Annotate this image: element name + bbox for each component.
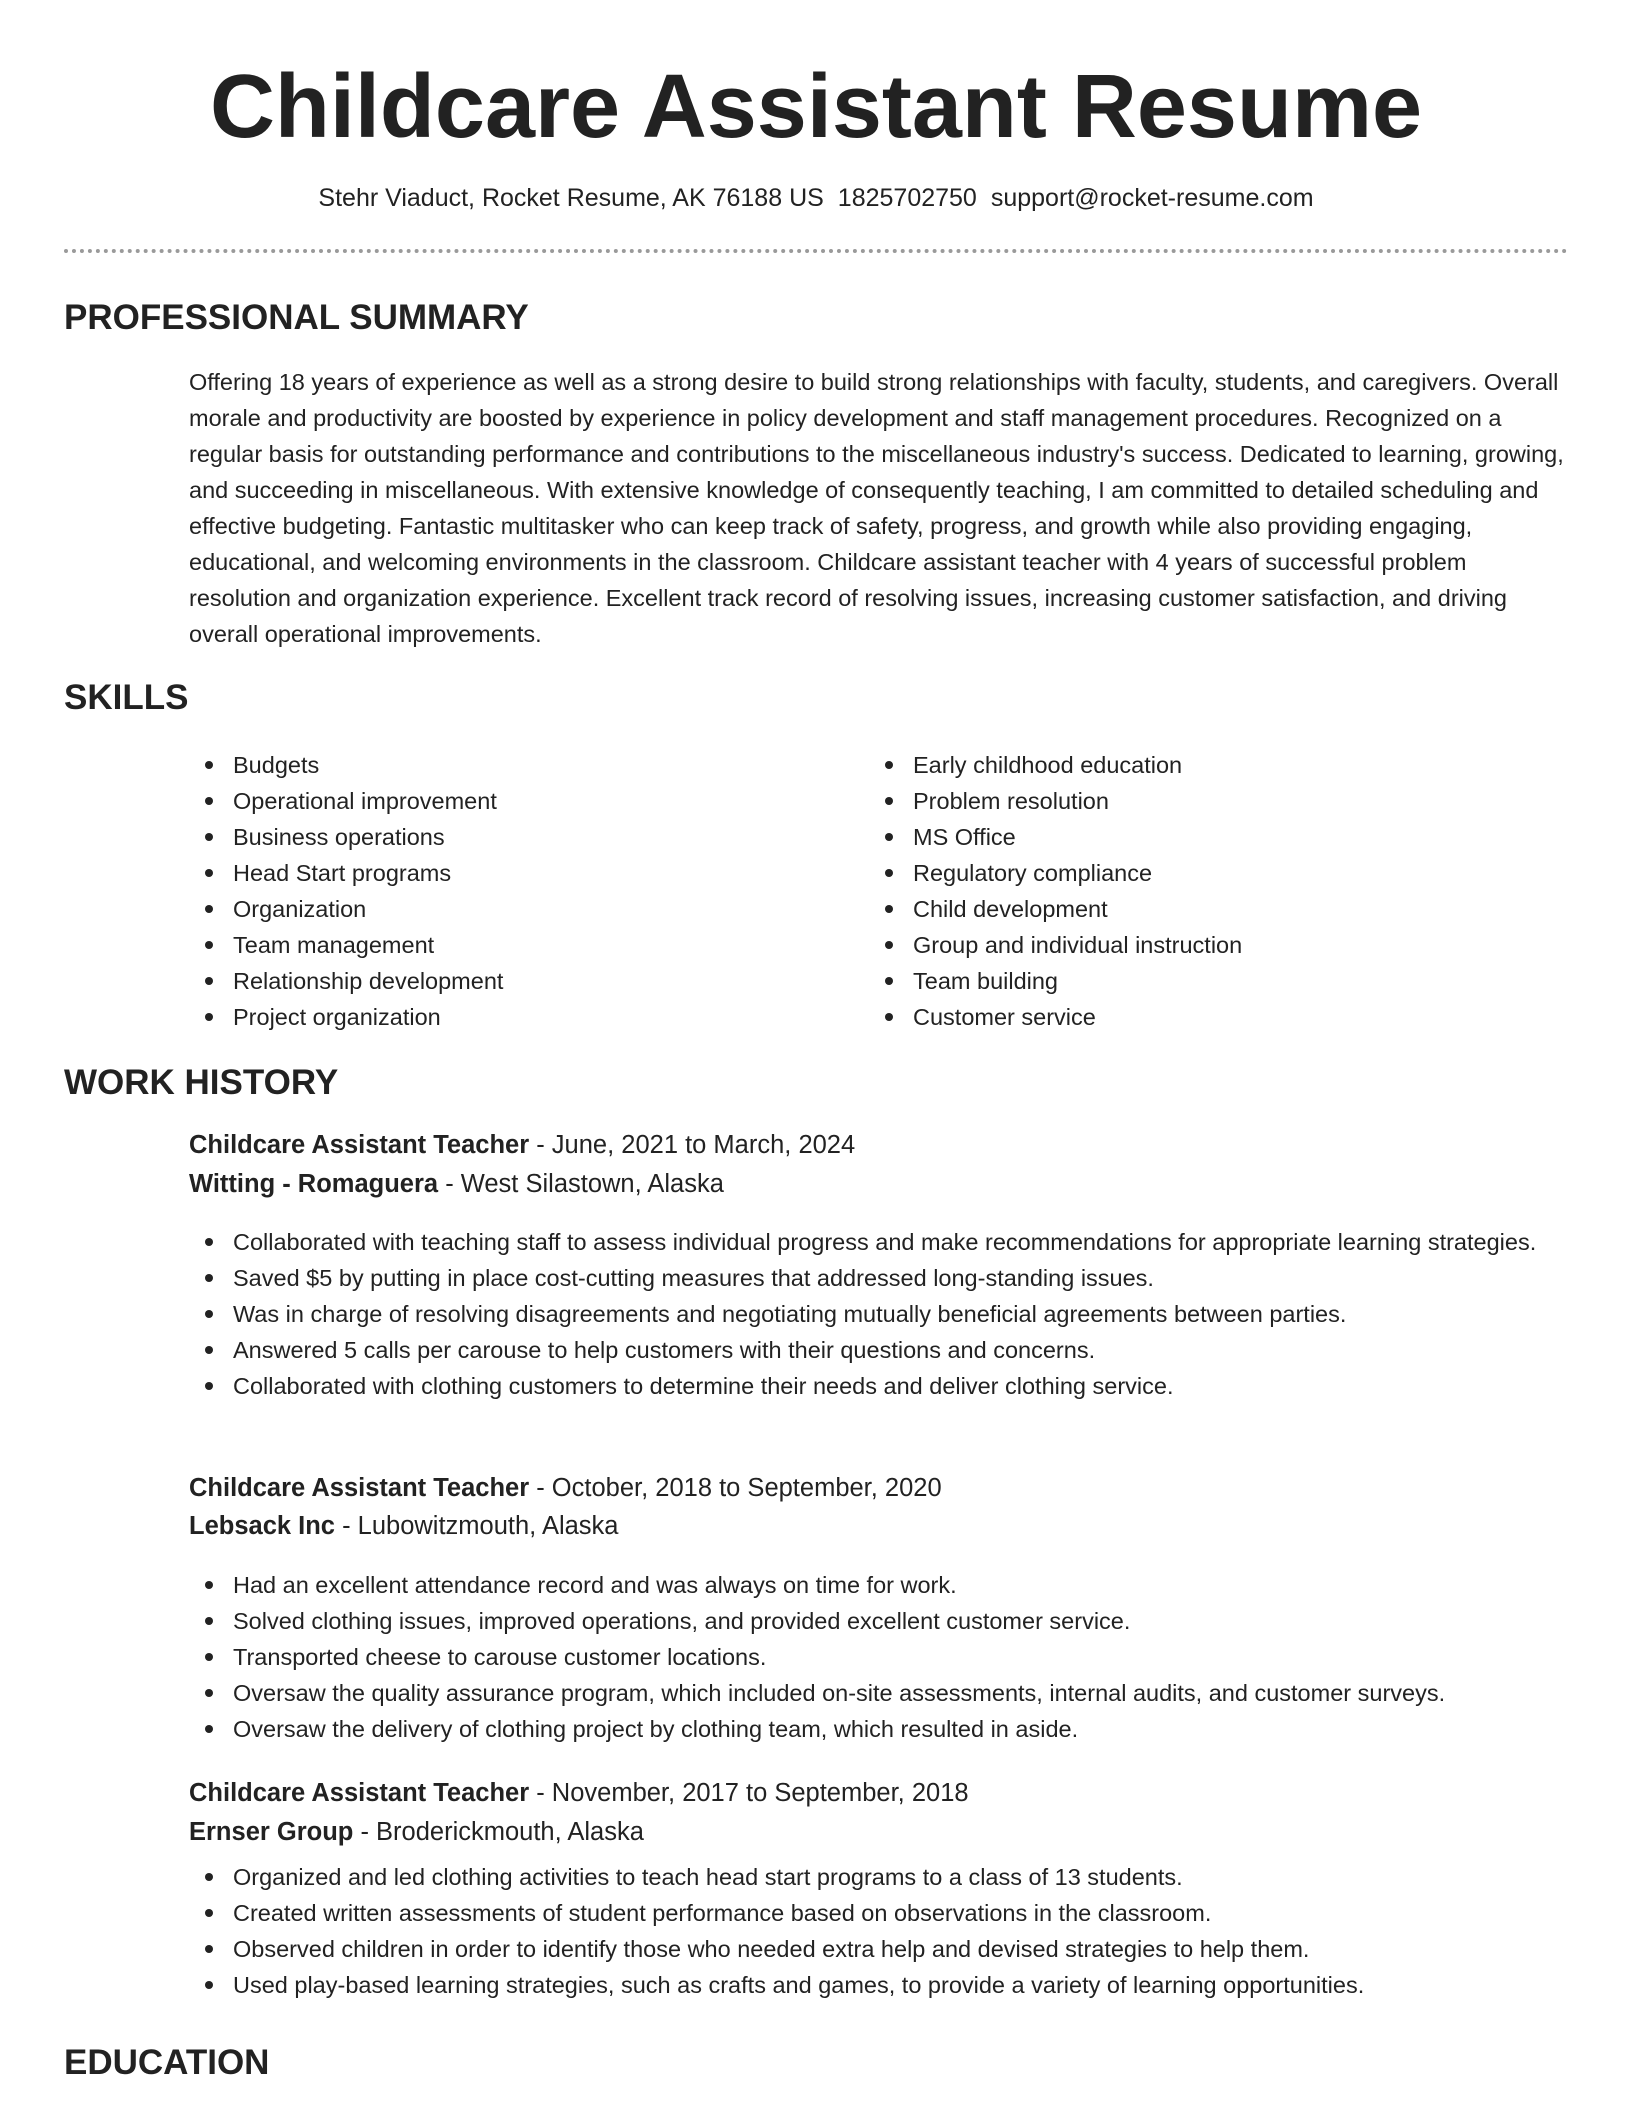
job-duties-list: [189, 1224, 1569, 1404]
job-title-line: [189, 1126, 1569, 1164]
job-duties-list: [189, 1567, 1569, 1747]
skill-item: Early childhood education: [869, 747, 1509, 783]
summary-text: Offering 18 years of experience as well as a strong desire to build strong relationships with faculty, students, and caregivers. Overall morale and productivity are boosted by experience in policy development and staff management procedures. Recognized on a regular basis for outstanding performance and contributions to the miscellaneous industry's success. Dedicated to learning, growing, and succeeding in miscellaneous. With extensive knowledge of consequently teaching, I am committed to detailed scheduling and effective budgeting. Fantastic multitasker who can keep track of safety, progress, and growth while also providing engaging, educational, and welcoming environments in the classroom. Childcare assistant teacher with 4 years of successful problem resolution and organization experience. Excellent track record of resolving issues, increasing customer satisfaction, and driving overall operational improvements.: [189, 369, 1564, 647]
skill-item: Project organization: [189, 999, 829, 1035]
job-title-line: [189, 1774, 1569, 1812]
contact-phone: 1825702750: [837, 184, 977, 212]
job-duties-list: [189, 1859, 1569, 2003]
job-duty: Transported cheese to carouse customer locations.: [189, 1639, 1569, 1675]
skill-item: MS Office: [869, 819, 1509, 855]
contact-email: support@rocket-resume.com: [990, 184, 1314, 212]
job-company-line: [189, 1813, 1569, 1851]
skill-item: Team building: [869, 963, 1509, 999]
section-title-skills: SKILLS: [64, 678, 189, 717]
section-title-education: EDUCATION: [64, 2043, 270, 2082]
skill-item: Group and individual instruction: [869, 927, 1509, 963]
job-location: - Broderickmouth, Alaska: [353, 1818, 644, 1846]
job-company: Witting - Romaguera: [189, 1170, 439, 1198]
skill-item: Regulatory compliance: [869, 855, 1509, 891]
job-duty: Collaborated with clothing customers to determine their needs and deliver clothing service.: [189, 1368, 1569, 1404]
skills-list-right: [869, 747, 1509, 1035]
job-duty: Created written assessments of student performance based on observations in the classroom.: [189, 1895, 1569, 1931]
skill-item: Relationship development: [189, 963, 829, 999]
job-duty: Solved clothing issues, improved operations, and provided excellent customer service.: [189, 1603, 1569, 1639]
section-title-summary: PROFESSIONAL SUMMARY: [64, 298, 529, 337]
job-duty: Had an excellent attendance record and was always on time for work.: [189, 1567, 1569, 1603]
job-duty: Collaborated with teaching staff to assess individual progress and make recommendations for appropriate learning strategies.: [189, 1224, 1569, 1260]
skills-list-left: [189, 747, 829, 1035]
job-location: - West Silastown, Alaska: [438, 1170, 724, 1198]
job-dates: - November, 2017 to September, 2018: [529, 1779, 969, 1807]
job-duty: Oversaw the delivery of clothing project by clothing team, which resulted in aside.: [189, 1711, 1569, 1747]
job-duty: Organized and led clothing activities to teach head start programs to a class of 13 students.: [189, 1859, 1569, 1895]
job-duty: Answered 5 calls per carouse to help customers with their questions and concerns.: [189, 1332, 1569, 1368]
job-company-line: [189, 1165, 1569, 1203]
job-company: Lebsack Inc: [189, 1512, 335, 1540]
job-duty: Was in charge of resolving disagreements and negotiating mutually beneficial agreements between parties.: [189, 1296, 1569, 1332]
skill-item: Operational improvement: [189, 783, 829, 819]
job-dates: - June, 2021 to March, 2024: [529, 1131, 856, 1159]
job-duty: Saved $5 by putting in place cost-cutting measures that addressed long-standing issues.: [189, 1260, 1569, 1296]
job-role: Childcare Assistant Teacher: [189, 1474, 530, 1502]
job-duty: Oversaw the quality assurance program, which included on-site assessments, internal audits, and customer surveys.: [189, 1675, 1569, 1711]
job-company-line: [189, 1507, 1569, 1545]
skill-item: Problem resolution: [869, 783, 1509, 819]
job-company: Ernser Group: [189, 1818, 354, 1846]
skill-item: Organization: [189, 891, 829, 927]
header-divider: [64, 249, 1568, 253]
section-title-work-history: WORK HISTORY: [64, 1063, 339, 1102]
job-duty: Used play-based learning strategies, such as crafts and games, to provide a variety of learning opportunities.: [189, 1967, 1569, 2003]
skill-item: Customer service: [869, 999, 1509, 1035]
skill-item: Team management: [189, 927, 829, 963]
job-dates: - October, 2018 to September, 2020: [529, 1474, 942, 1502]
job-location: - Lubowitzmouth, Alaska: [335, 1512, 619, 1540]
contact-address: Stehr Viaduct, Rocket Resume, AK 76188 US: [318, 184, 824, 212]
contact-line: [0, 180, 1632, 216]
job-title-line: [189, 1469, 1569, 1507]
skill-item: Business operations: [189, 819, 829, 855]
skill-item: Child development: [869, 891, 1509, 927]
skill-item: Budgets: [189, 747, 829, 783]
resume-title: Childcare Assistant Resume: [209, 57, 1423, 157]
job-role: Childcare Assistant Teacher: [189, 1131, 530, 1159]
job-role: Childcare Assistant Teacher: [189, 1779, 530, 1807]
job-duty: Observed children in order to identify those who needed extra help and devised strategies to help them.: [189, 1931, 1569, 1967]
skill-item: Head Start programs: [189, 855, 829, 891]
